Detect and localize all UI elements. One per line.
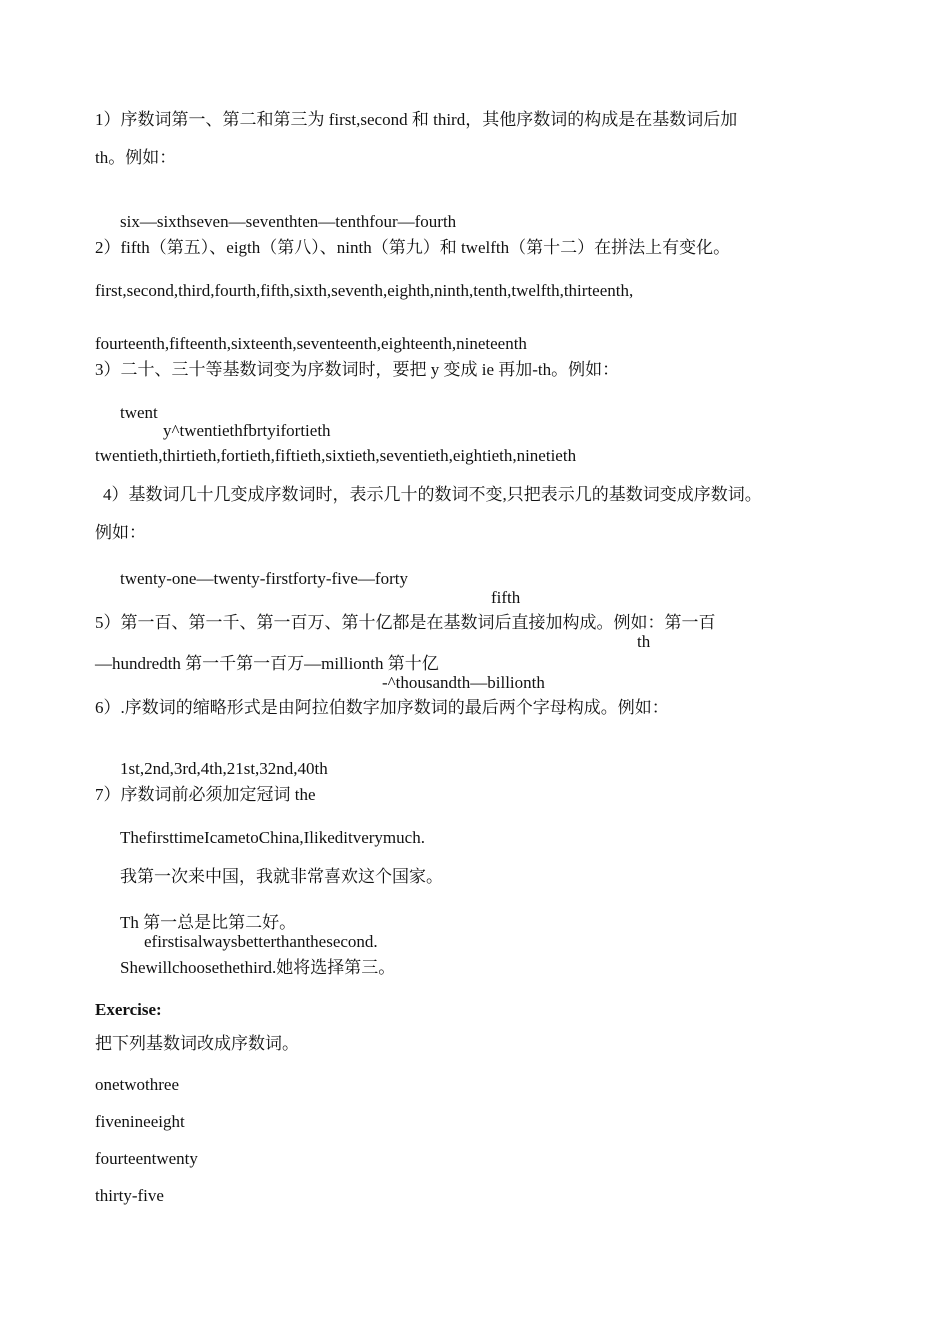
rule-2: 2）fifth（第五）、eigth（第八）、ninth（第九）和 twelfth（第十二）在拼法上有变化。 — [95, 238, 731, 257]
exercise-item-2: fivenineeight — [95, 1112, 185, 1131]
example-4-fifth: fifth — [491, 588, 521, 607]
rule-1-line-a: 1）序数词第一、第二和第三为 first,second 和 third，其他序数词的构成是在基数词后加 — [95, 110, 738, 129]
exercise-item-3: fourteentwenty — [95, 1149, 198, 1168]
rule-4-line-a: 4）基数词几十几变成序数词时，表示几十的数词不变,只把表示几的基数词变成序数词。 — [103, 485, 762, 504]
example-3-a: twent — [120, 403, 158, 422]
example-6: 1st,2nd,3rd,4th,21st,32nd,40th — [120, 759, 328, 778]
example-7-translation-1: 我第一次来中国，我就非常喜欢这个国家。 — [120, 867, 443, 886]
example-7-sentence-2b: efirstisalwaysbetterthanthesecond. — [144, 932, 378, 951]
rule-4-line-b: 例如： — [95, 523, 146, 542]
exercise-heading: Exercise: — [95, 1000, 162, 1019]
ordinal-list-a: first,second,third,fourth,fifth,sixth,seventh,eighth,ninth,tenth,twelfth,thirteenth, — [95, 281, 634, 300]
tens-ordinal-list: twentieth,thirtieth,fortieth,fiftieth,sixtieth,seventieth,eightieth,ninetieth — [95, 446, 577, 465]
rule-1-line-b: th。例如： — [95, 148, 177, 167]
rule-7: 7）序数词前必须加定冠词 the — [95, 785, 316, 804]
example-4: twenty-one—twenty-firstforty-five—forty — [120, 569, 408, 588]
example-7-sentence-3: Shewillchoosethethird.她将选择第三。 — [120, 958, 396, 977]
example-3-b: y^twentiethfbrtyifortieth — [163, 421, 331, 440]
rule-6: 6）.序数词的缩略形式是由阿拉伯数字加序数词的最后两个字母构成。例如： — [95, 698, 669, 717]
example-5-a: —hundredth 第一千第一百万—millionth 第十亿 — [95, 654, 439, 673]
rule-5: 5）第一百、第一千、第一百万、第十亿都是在基数词后直接加构成。例如：第一百 — [95, 613, 716, 632]
example-7-sentence-2a: Th 第一总是比第二好。 — [120, 913, 297, 932]
exercise-instruction: 把下列基数词改成序数词。 — [95, 1034, 299, 1053]
example-1: six—sixthseven—seventhten—tenthfour—fourth — [120, 212, 457, 231]
rule-5-th: th — [637, 632, 651, 651]
exercise-item-4: thirty-five — [95, 1186, 164, 1205]
exercise-item-1: onetwothree — [95, 1075, 180, 1094]
ordinal-list-b: fourteenth,fifteenth,sixteenth,seventeenth,eighteenth,nineteenth — [95, 334, 527, 353]
rule-3: 3）二十、三十等基数词变为序数词时，要把 y 变成 ie 再加-th。例如： — [95, 360, 620, 379]
example-7-sentence-1: ThefirsttimeIcametoChina,Ilikeditverymuch. — [120, 828, 425, 847]
example-5-b: -^thousandth—billionth — [382, 673, 545, 692]
